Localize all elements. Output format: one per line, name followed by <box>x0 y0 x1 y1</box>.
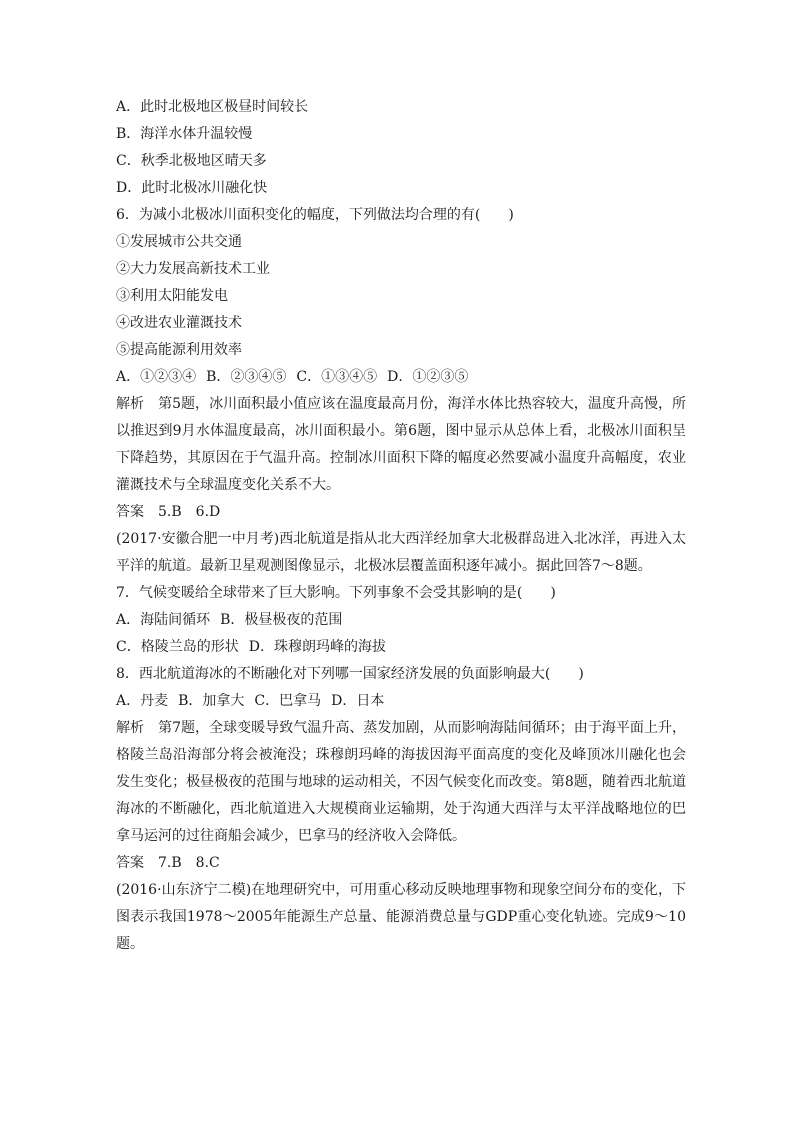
q8-option-a: A．丹麦 <box>116 693 169 709</box>
q8-option-c: C．巴拿马 <box>254 693 322 709</box>
q6-option-c: C．①③④⑤ <box>296 369 378 385</box>
answer-7-8 <box>116 850 686 877</box>
q7-options-row2 <box>116 634 686 661</box>
answer-label: 答案 <box>116 504 144 520</box>
answer-value: 8.C <box>195 855 220 871</box>
q7-option-b: B．极昼极夜的范围 <box>220 612 343 628</box>
q6-option-b: B．②③④⑤ <box>206 369 287 385</box>
q6-item-2: ②大力发展高新技术工业 <box>116 261 270 277</box>
q8-options <box>116 688 686 715</box>
q8-option-b: B．加拿大 <box>178 693 245 709</box>
q7-option-d: D．珠穆朗玛峰的海拔 <box>248 639 386 655</box>
analysis-5-6 <box>116 391 686 499</box>
q6-option-a: A．①②③④ <box>116 369 197 385</box>
q5-option-b: B．海洋水体升温较慢 <box>116 126 253 142</box>
analysis-7-8 <box>116 715 686 850</box>
intro-9-10: (2016·山东济宁二模)在地理研究中，可用重心移动反映地理事物和现象空间分布的变化，下图表示我国1978～2005年能源生产总量、能源消费总量与GDP重心变化轨迹。完成9～10题。 <box>116 882 686 952</box>
q7-option-c: C．格陵兰岛的形状 <box>116 639 239 655</box>
q7-stem: 7．气候变暖给全球带来了巨大影响。下列事象不会受其影响的是( ) <box>116 585 556 601</box>
q5-option-c: C．秋季北极地区晴天多 <box>116 153 267 169</box>
q5-option-a: A．此时北极地区极昼时间较长 <box>116 99 309 115</box>
q6-option-d: D．①②③⑤ <box>387 369 469 385</box>
q8-stem: 8．西北航道海冰的不断融化对下列哪一国家经济发展的负面影响最大( ) <box>116 666 584 682</box>
q6-item-4: ④改进农业灌溉技术 <box>116 315 242 331</box>
answer-value: 7.B <box>158 855 182 871</box>
analysis-text: 第5题，冰川面积最小值应该在温度最高月份，海洋水体比热容较大，温度升高慢，所以推迟到9月水体温度最高，冰川面积最小。第6题，图中显示从总体上看，北极冰川面积呈下降趋势，其原因在于气温升高。控制冰川面积下降的幅度必然要减小温度升高幅度，农业灌溉技术与全球温度变化关系不大。 <box>116 396 687 493</box>
q6-stem: 6．为减小北极冰川面积变化的幅度，下列做法均合理的有( ) <box>116 207 514 223</box>
analysis-label: 解析 <box>116 396 145 412</box>
q8-option-d: D．日本 <box>331 693 385 709</box>
q5-option-d: D．此时北极冰川融化快 <box>116 180 268 196</box>
analysis-text: 第7题，全球变暖导致气温升高、蒸发加剧，从而影响海陆间循环；由于海平面上升，格陵兰岛沿海部分将会被淹没；珠穆朗玛峰的海拔因海平面高度的变化及峰顶冰川融化也会发生变化；极昼极夜的范围与地球的运动相关，不因气候变化而改变。第8题，随着西北航道海冰的不断融化，西北航道进入大规模商业运输期，处于沟通大西洋与太平洋战略地位的巴拿马运河的过往商船会减少，巴拿马的经济收入会降低。 <box>116 720 687 844</box>
document-page <box>116 94 686 958</box>
q6-item-5: ⑤提高能源利用效率 <box>116 342 242 358</box>
answer-5-6 <box>116 499 686 526</box>
q7-options-row1 <box>116 607 686 634</box>
answer-value: 5.B <box>158 504 182 520</box>
answer-label: 答案 <box>116 855 144 871</box>
q6-item-1: ①发展城市公共交通 <box>116 234 242 250</box>
analysis-label: 解析 <box>116 720 145 736</box>
q7-option-a: A．海陆间循环 <box>116 612 211 628</box>
answer-value: 6.D <box>195 504 221 520</box>
intro-7-8: (2017·安徽合肥一中月考)西北航道是指从北大西洋经加拿大北极群岛进入北冰洋，再进入太平洋的航道。最新卫星观测图像显示，北极冰层覆盖面积逐年减小。据此回答7～8题。 <box>116 531 686 574</box>
q6-item-3: ③利用太阳能发电 <box>116 288 228 304</box>
q6-options <box>116 364 686 391</box>
